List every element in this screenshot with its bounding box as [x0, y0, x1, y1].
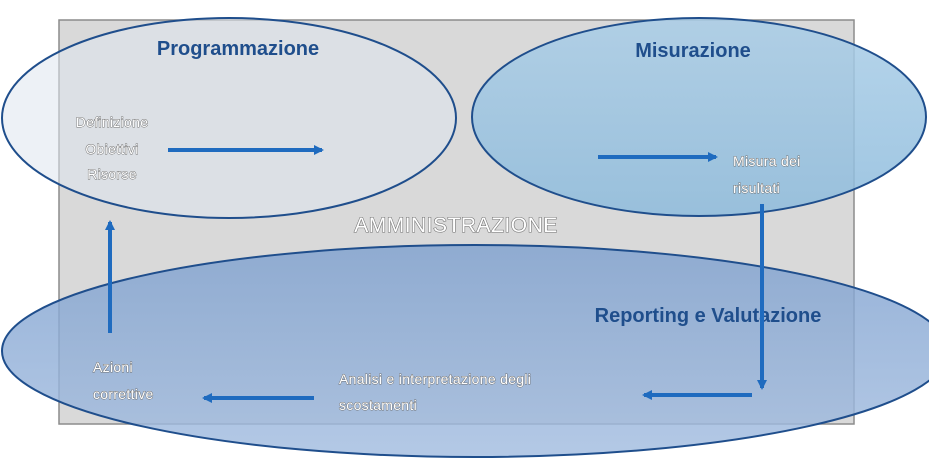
actions-text-line-2: correttive [93, 386, 154, 402]
programmazione-step-3: Risorse [87, 166, 137, 182]
misurazione-step-2: risultati [733, 180, 781, 196]
actions-text-line-1: Azioni [93, 359, 133, 375]
misurazione-step-1: Misura dei [733, 153, 801, 169]
programmazione-step-2: Obiettivi [85, 141, 139, 157]
reporting-ellipse [2, 245, 929, 457]
analysis-text-line-2: scostamenti [339, 397, 417, 413]
reporting-title: Reporting e Valutazione [594, 305, 822, 327]
analysis-text-line-1: Analisi e interpretazione degli [339, 371, 532, 387]
programmazione-title: Programmazione [156, 38, 320, 60]
administration-label: AMMINISTRAZIONE [354, 214, 558, 237]
programmazione-step-1: Definizione [75, 114, 149, 130]
misurazione-title: Misurazione [635, 40, 751, 62]
